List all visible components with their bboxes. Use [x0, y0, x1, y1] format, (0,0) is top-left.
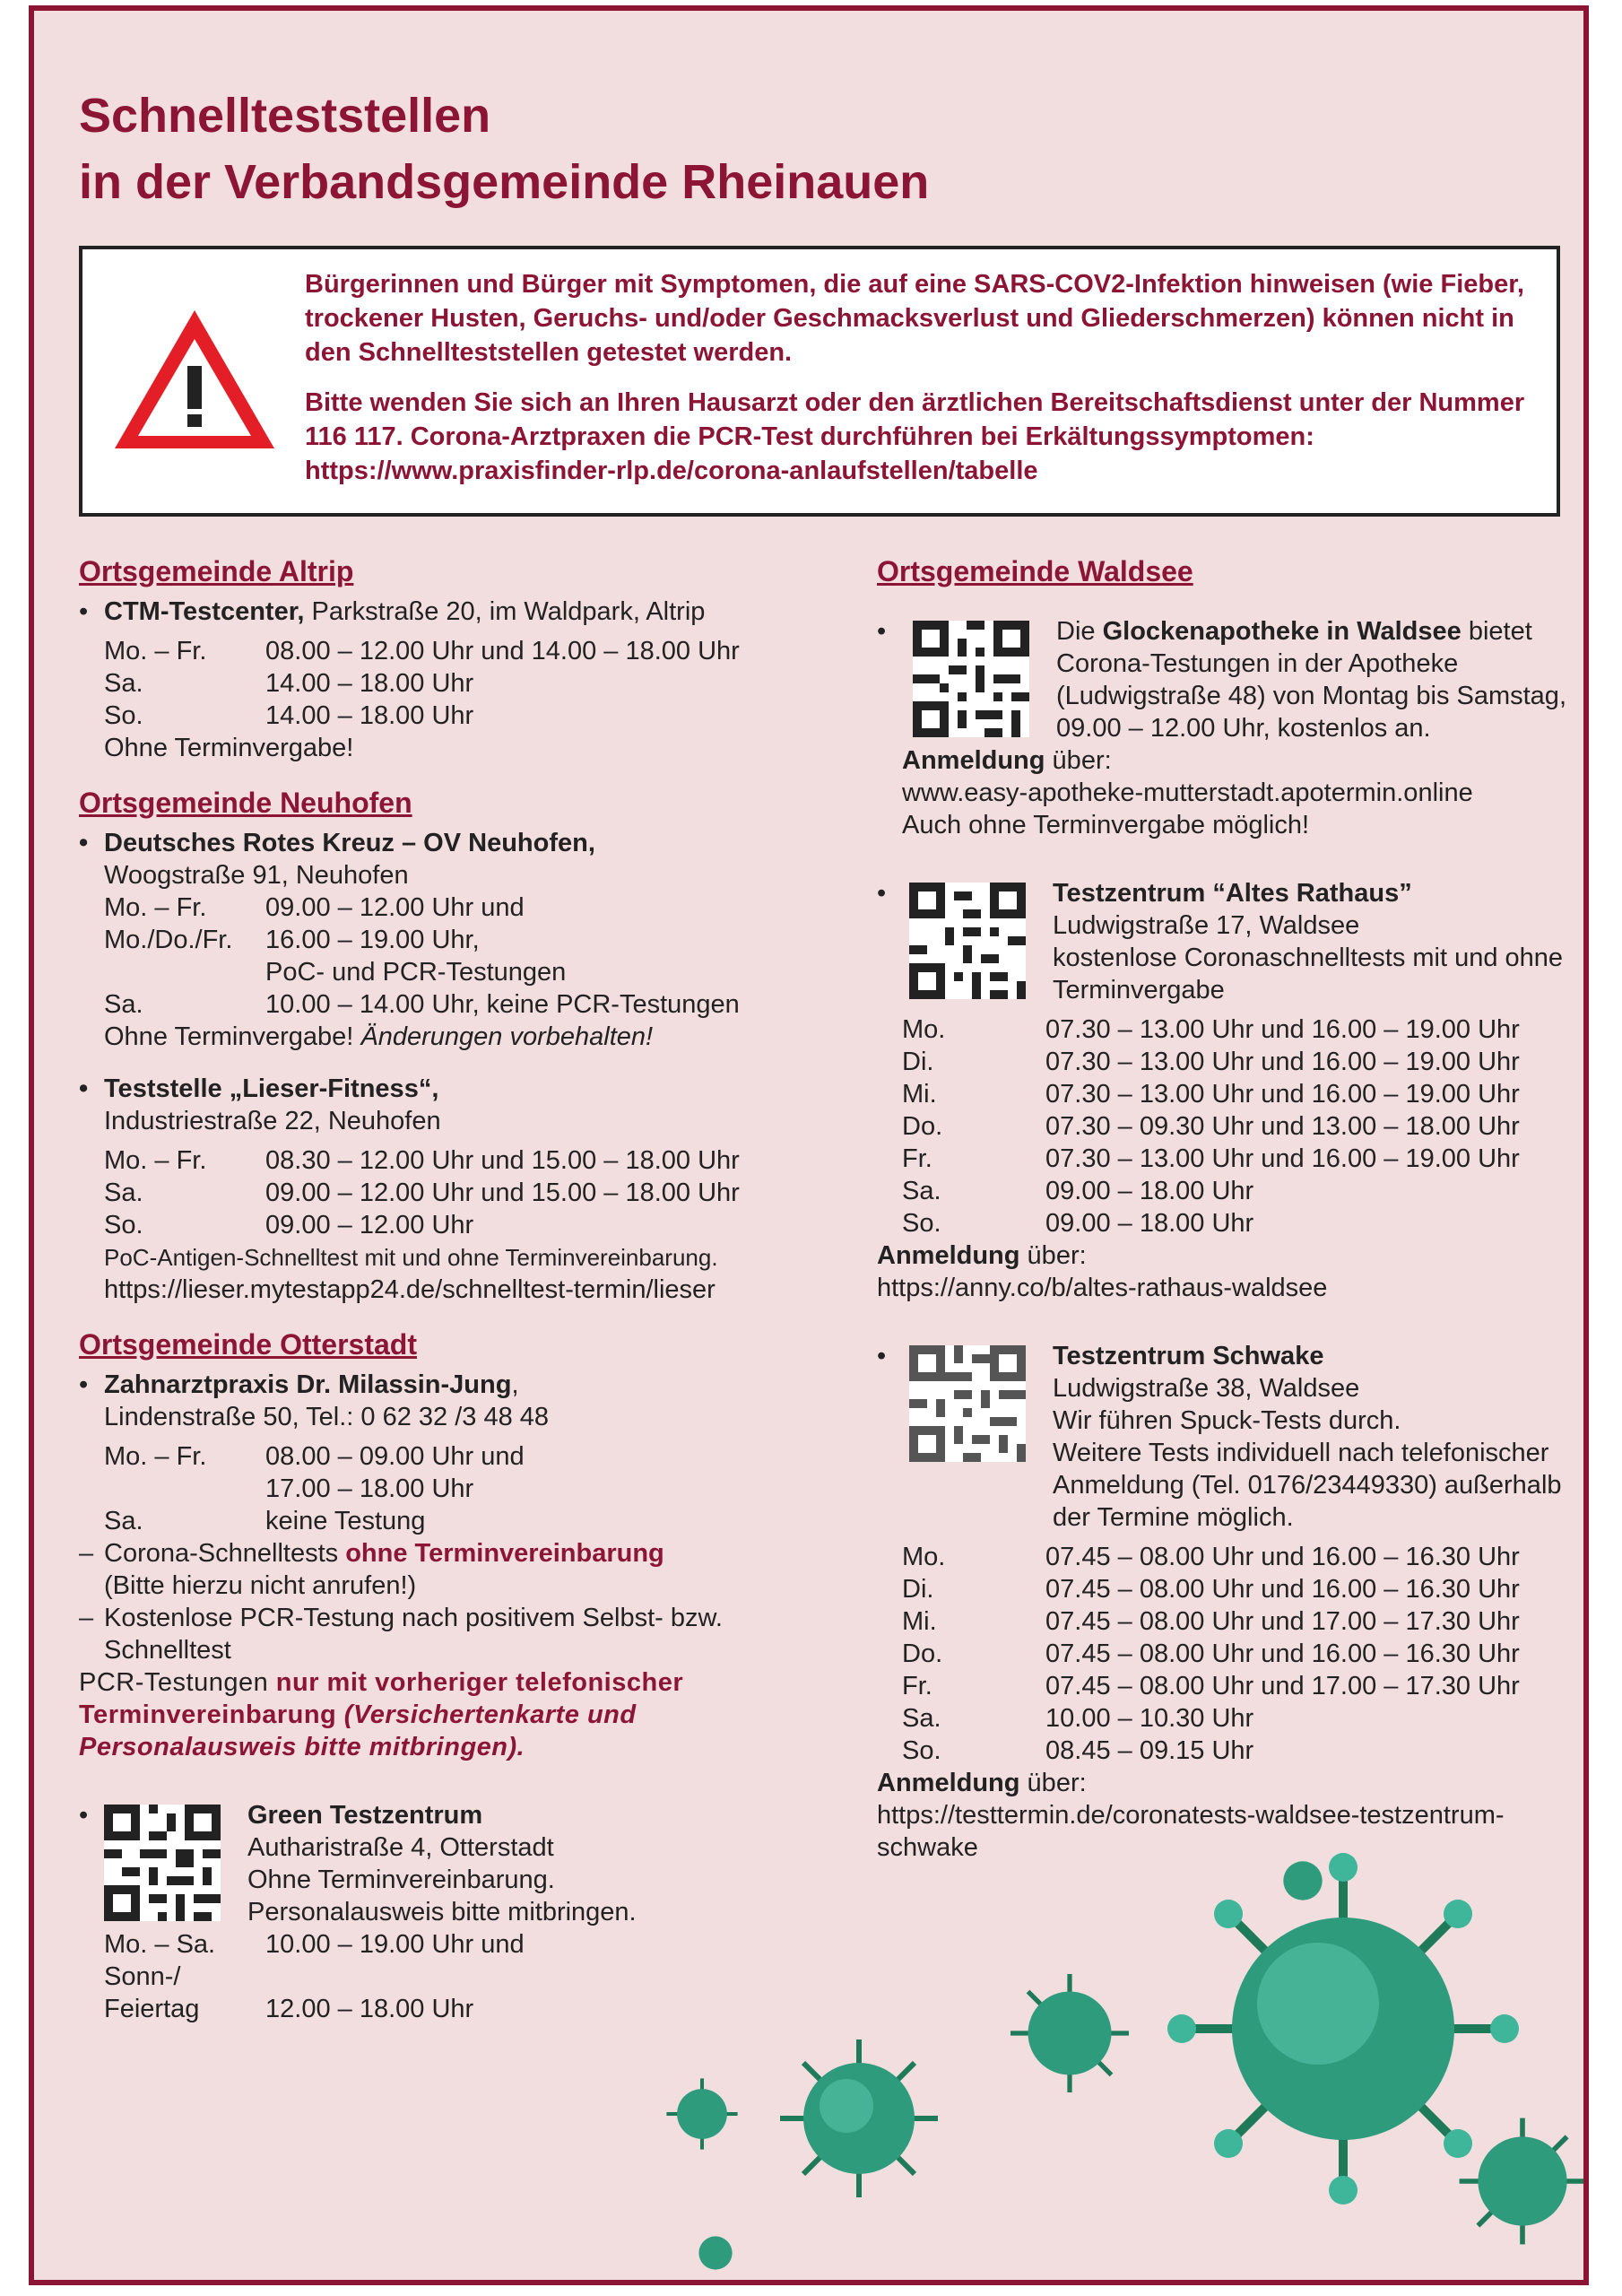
hours-day: Fr. [902, 1144, 932, 1173]
hours-day: So. [902, 1736, 941, 1765]
glocken-text-2: bietet Corona-Testungen in der Apotheke (Ludwigstraße 48) von Montag bis Samstag, 09.00 – 12.00 Uhr, kostenlos an. [1056, 617, 1566, 743]
reg-label: Anmeldung [877, 1769, 1020, 1797]
hours-time: 07.30 – 09.30 Uhr und 13.00 – 18.00 Uhr [1045, 1112, 1520, 1141]
schwake-url[interactable]: https://testtermin.de/coronatests-waldsee-testzentrum-schwake [877, 1801, 1505, 1862]
green-testzentrum-entry [79, 1799, 832, 1928]
glockenapotheke-entry [877, 615, 1576, 744]
hours-day: Do. [902, 1639, 943, 1668]
hours-day: Mo. [902, 1543, 946, 1571]
drk-address: Woogstraße 91, Neuhofen [104, 861, 409, 890]
warning-paragraph-2: Bitte wenden Sie sich an Ihren Hausarzt oder den ärztlichen Bereitschaftsdienst unter der Nummer 116 117. Corona-Arztpraxen die PCR-Test durchführen bei Erkältungssymptomen: https://www.praxisfinder-rlp.de/corona-anlaufstellen/tabelle [305, 388, 1525, 485]
reg-suffix: über: [1045, 746, 1112, 775]
hours-day: Sa. [902, 1704, 941, 1733]
glocken-url[interactable]: www.easy-apotheke-mutterstadt.apotermin.online [902, 778, 1473, 807]
left-column [79, 552, 832, 2025]
hours-day: Di. [902, 1575, 934, 1604]
virus-icon [1451, 2109, 1589, 2253]
hours-day: Mi. [902, 1607, 937, 1636]
hours-time: 10.00 – 14.00 Uhr, keine PCR-Testungen [265, 990, 740, 1019]
title-line-1: Schnellteststellen [79, 89, 491, 143]
hours-day: Mo. – Fr. [104, 1146, 207, 1175]
hours-time: 14.00 – 18.00 Uhr [265, 701, 474, 730]
ctm-address: Parkstraße 20, im Waldpark, Altrip [304, 597, 706, 626]
flyer-page [29, 5, 1589, 2285]
hours-time: 16.00 – 19.00 Uhr, [265, 926, 480, 954]
ctm-testcenter-entry [79, 596, 832, 628]
reg-label: Anmeldung [877, 1241, 1020, 1270]
hours-time: 10.00 – 19.00 Uhr und [265, 1930, 525, 1959]
dash1-sub: (Bitte hierzu nicht anrufen!) [104, 1571, 417, 1600]
hours-time: 17.00 – 18.00 Uhr [265, 1474, 474, 1503]
schwake-registration [877, 1767, 1576, 1799]
qr-code-icon[interactable] [104, 1805, 221, 1921]
zahnarzt-name-suffix: , [511, 1370, 519, 1399]
hours-day: Mo. [902, 1015, 946, 1044]
hours-day: Mo. – Fr. [104, 637, 207, 665]
hours-day: So. [104, 1211, 143, 1239]
green-line-1: Ohne Terminvereinbarung. [247, 1866, 555, 1894]
hours-time: PoC- und PCR-Testungen [265, 958, 567, 987]
hours-time: 09.00 – 12.00 Uhr [265, 1211, 474, 1239]
warning-triangle-icon [109, 303, 280, 460]
hours-time: 07.45 – 08.00 Uhr und 16.00 – 16.30 Uhr [1045, 1543, 1520, 1571]
right-column [877, 552, 1576, 1864]
green-hours [79, 1928, 832, 2025]
hours-day: Do. [902, 1112, 943, 1141]
schwake-address: Ludwigstraße 38, Waldsee [1053, 1374, 1360, 1403]
warning-paragraph-1: Bürgerinnen und Bürger mit Symptomen, die auf eine SARS-COV2-Infektion hinweisen (wie Fieber, trockener Husten, Geruchs- und/oder Geschmacksverlust und Gliederschmerzen) können nicht in den Schnellteststellen getestet werden. [305, 270, 1524, 367]
qr-code-icon[interactable] [909, 1345, 1026, 1462]
schwake-line-2: Weitere Tests individuell nach telefonischer Anmeldung (Tel. 0176/23449330) außerhalb der Termine möglich. [1053, 1439, 1562, 1532]
drk-note-text: Ohne Terminvergabe! [104, 1022, 361, 1051]
hours-time: 12.00 – 18.00 Uhr [265, 1995, 474, 2023]
hours-time: 09.00 – 12.00 Uhr und 15.00 – 18.00 Uhr [265, 1178, 740, 1207]
hours-time: 14.00 – 18.00 Uhr [265, 669, 474, 698]
schwake-hours [877, 1541, 1576, 1767]
virus-icon [769, 2029, 949, 2208]
hours-day: Sa. [104, 669, 143, 698]
reg-suffix: über: [1019, 1769, 1087, 1797]
hours-time: 08.00 – 09.00 Uhr und [265, 1442, 525, 1471]
heading-otterstadt: Ortsgemeinde Otterstadt [79, 1328, 417, 1361]
lieser-address: Industriestraße 22, Neuhofen [104, 1107, 441, 1135]
zahnarzt-hours [79, 1440, 832, 1537]
warning-text [305, 267, 1542, 504]
hours-day: Sa. [104, 990, 143, 1019]
pcr-note-text: PCR-Testungen [79, 1668, 276, 1697]
schwake-entry [877, 1340, 1576, 1534]
dash1-highlight: ohne Terminvereinbarung [345, 1539, 664, 1568]
glocken-text-1: Die [1056, 617, 1103, 646]
green-testzentrum-details [247, 1799, 637, 1928]
glocken-registration [877, 744, 1576, 777]
hours-time: 07.45 – 08.00 Uhr und 16.00 – 16.30 Uhr [1045, 1575, 1520, 1604]
rathaus-url[interactable]: https://anny.co/b/altes-rathaus-waldsee [877, 1274, 1328, 1302]
glocken-note: Auch ohne Terminvergabe möglich! [902, 811, 1310, 839]
hours-time: 07.45 – 08.00 Uhr und 16.00 – 16.30 Uhr [1045, 1639, 1520, 1668]
rathaus-desc: kostenlose Coronaschnelltests mit und ohne Terminvergabe [1053, 944, 1564, 1004]
ctm-hours [79, 635, 832, 732]
hours-time: 09.00 – 18.00 Uhr [1045, 1209, 1254, 1238]
qr-code-icon[interactable] [913, 621, 1029, 737]
hours-time: 07.30 – 13.00 Uhr und 16.00 – 19.00 Uhr [1045, 1144, 1520, 1173]
drk-note-italic: Änderungen vorbehalten! [360, 1022, 654, 1051]
lieser-name: • Teststelle „Lieser-Fitness“, [79, 1073, 832, 1105]
hours-time: 07.45 – 08.00 Uhr und 17.00 – 17.30 Uhr [1045, 1607, 1520, 1636]
zahnarzt-dash-2: – Kostenlose PCR-Testung nach positivem Selbst- bzw. Schnelltest [79, 1602, 832, 1666]
hours-time: 08.30 – 12.00 Uhr und 15.00 – 18.00 Uhr [265, 1146, 740, 1175]
heading-neuhofen: Ortsgemeinde Neuhofen [79, 787, 412, 819]
pcr-note-highlight: nur mit vorheriger telefonischer Terminvereinbarung [79, 1668, 684, 1729]
zahnarzt-entry [79, 1369, 832, 1401]
hours-day [104, 1473, 265, 1505]
hours-day: Mo. – Sa. [104, 1930, 216, 1959]
hours-time: 09.00 – 18.00 Uhr [1045, 1177, 1254, 1205]
qr-code-icon[interactable] [909, 883, 1026, 999]
zahnarzt-name: Zahnarztpraxis Dr. Milassin-Jung [104, 1370, 512, 1399]
hours-day [104, 956, 265, 988]
rathaus-hours [877, 1013, 1576, 1239]
zahnarzt-address: Lindenstraße 50, Tel.: 0 62 32 /3 48 48 [104, 1403, 550, 1431]
rathaus-registration [877, 1239, 1576, 1272]
hours-day: Sonn-/ [104, 1962, 181, 1991]
lieser-url[interactable]: https://lieser.mytestapp24.de/schnelltest-termin/lieser [104, 1275, 716, 1304]
hours-time: 07.45 – 08.00 Uhr und 17.00 – 17.30 Uhr [1045, 1672, 1520, 1700]
hours-time: 08.00 – 12.00 Uhr und 14.00 – 18.00 Uhr [265, 637, 740, 665]
hours-day: Sa. [104, 1178, 143, 1207]
green-name: • Green Testzentrum [247, 1801, 483, 1830]
hours-time: 09.00 – 12.00 Uhr und [265, 893, 525, 922]
hours-day: Mo./Do./Fr. [104, 926, 233, 954]
hours-time: 07.30 – 13.00 Uhr und 16.00 – 19.00 Uhr [1045, 1048, 1520, 1076]
drk-hours [79, 891, 832, 1021]
heading-waldsee: Ortsgemeinde Waldsee [877, 555, 1193, 587]
pcr-note [79, 1666, 832, 1763]
virus-icon [1271, 1849, 1334, 1912]
title-line-2: in der Verbandsgemeinde Rheinauen [79, 155, 930, 209]
schwake-line-1: Wir führen Spuck-Tests durch. [1053, 1406, 1401, 1435]
virus-icon [662, 2074, 742, 2154]
hours-time [265, 1961, 832, 1993]
schwake-name: • Testzentrum Schwake [1053, 1342, 1324, 1370]
page-title [79, 83, 929, 215]
hours-day: Sa. [902, 1177, 941, 1205]
hours-day: So. [902, 1209, 941, 1238]
hours-day: Mo. – Fr. [104, 893, 207, 922]
schwake-details [1053, 1340, 1576, 1534]
pcr-note-italic: (Versichertenkarte und Personalausweis bitte mitbringen). [79, 1700, 637, 1761]
hours-day: Feiertag [104, 1995, 200, 2023]
reg-label: Anmeldung [902, 746, 1045, 775]
rathaus-address: Ludwigstraße 17, Waldsee [1053, 911, 1360, 940]
rathaus-name: • Testzentrum “Altes Rathaus” [1053, 879, 1412, 908]
green-address: Autharistraße 4, Otterstadt [247, 1833, 554, 1862]
glockenapotheke-text [1056, 615, 1576, 744]
lieser-note: PoC-Antigen-Schnelltest mit und ohne Terminvereinbarung. [104, 1244, 718, 1271]
altes-rathaus-details [1053, 877, 1576, 1006]
hours-time: 10.00 – 10.30 Uhr [1045, 1704, 1254, 1733]
hours-time: 07.30 – 13.00 Uhr und 16.00 – 19.00 Uhr [1045, 1080, 1520, 1109]
drk-note [79, 1021, 832, 1053]
glocken-name: Glockenapotheke in Waldsee [1102, 617, 1462, 646]
reg-suffix: über: [1019, 1241, 1087, 1270]
hours-time: 08.45 – 09.15 Uhr [1045, 1736, 1254, 1765]
hours-day: So. [104, 701, 143, 730]
hours-time: keine Testung [265, 1507, 426, 1535]
hours-day: Sa. [104, 1507, 143, 1535]
altes-rathaus-entry [877, 877, 1576, 1006]
green-line-2: Personalausweis bitte mitbringen. [247, 1898, 637, 1926]
warning-box [79, 246, 1560, 517]
hours-day: Di. [902, 1048, 934, 1076]
ctm-note: Ohne Terminvergabe! [104, 734, 354, 762]
zahnarzt-dash-1 [79, 1537, 832, 1602]
hours-day: Mi. [902, 1080, 937, 1109]
drk-name: • Deutsches Rotes Kreuz – OV Neuhofen, [79, 827, 832, 859]
virus-icon [1002, 1966, 1137, 2100]
dash1-text: Corona-Schnelltests [104, 1539, 346, 1568]
hours-day: Mo. – Fr. [104, 1442, 207, 1471]
hours-day: Fr. [902, 1672, 932, 1700]
virus-icon [689, 2226, 742, 2280]
hours-time: 07.30 – 13.00 Uhr und 16.00 – 19.00 Uhr [1045, 1015, 1520, 1044]
ctm-name: CTM-Testcenter, [104, 597, 305, 626]
heading-altrip: Ortsgemeinde Altrip [79, 555, 354, 587]
lieser-hours [79, 1144, 832, 1241]
